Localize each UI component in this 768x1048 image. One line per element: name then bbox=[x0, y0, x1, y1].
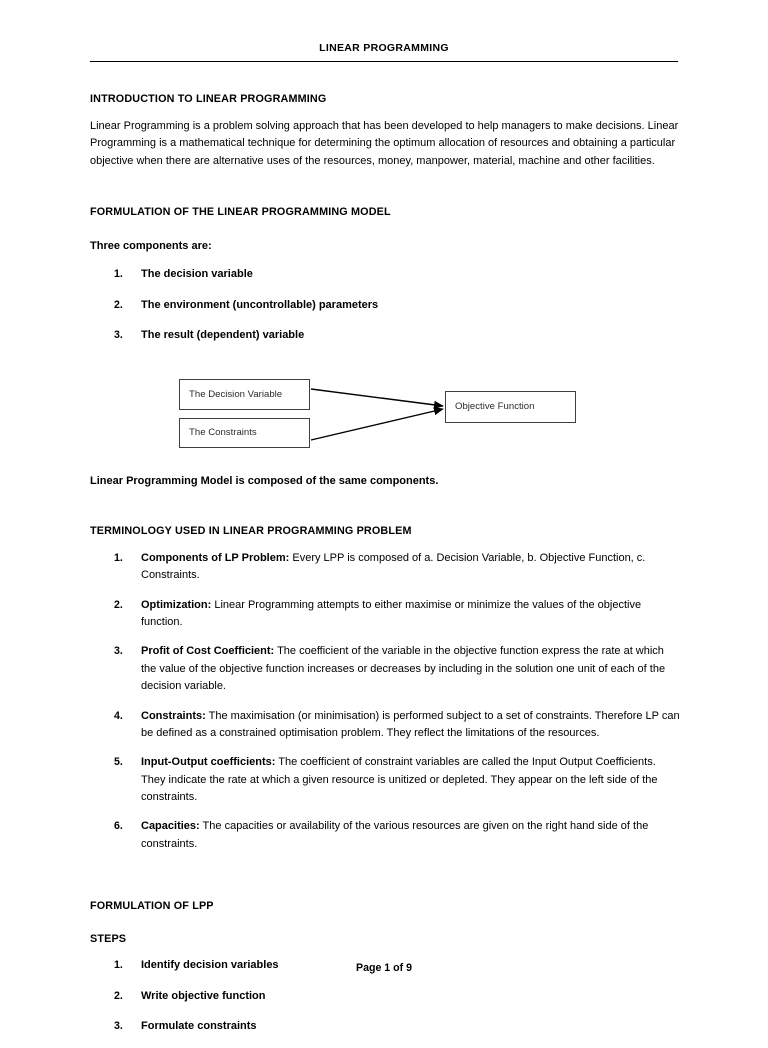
term-name: Optimization: bbox=[141, 598, 212, 611]
arrow-constraints-to-objective bbox=[311, 409, 443, 440]
terminology-list bbox=[90, 550, 680, 853]
diagram-box-objective-function bbox=[445, 391, 576, 423]
page-header-title: LINEAR PROGRAMMING bbox=[319, 42, 449, 54]
list-item bbox=[90, 1018, 680, 1035]
list-item bbox=[90, 297, 680, 314]
term-definition: The coefficient of constraint variables are called the Input Output Coefficients. They indicate the rate at which a given resource is unitized or depleted. They appear on the left side of the constraints. bbox=[141, 756, 658, 803]
list-item-label: Formulate constraints bbox=[141, 1020, 257, 1032]
list-item-label: The result (dependent) variable bbox=[141, 329, 305, 342]
table-row bbox=[90, 818, 680, 853]
document-body bbox=[90, 92, 680, 1048]
table-row bbox=[90, 643, 680, 695]
list-item-label: Identify decision variables bbox=[141, 959, 279, 972]
heading-terminology: TERMINOLOGY USED IN LINEAR PROGRAMMING PROBLEM bbox=[90, 525, 412, 538]
list-item-number: 1. bbox=[114, 551, 123, 564]
table-row bbox=[90, 754, 680, 806]
arrow-decision-to-objective bbox=[311, 389, 443, 406]
term-definition: The maximisation (or minimisation) is performed subject to a set of constraints. Therefore LP can be defined as a constrained optimisation problem. They reflect the limitations of the resources. bbox=[141, 709, 680, 739]
spacer bbox=[90, 107, 680, 118]
components-list bbox=[90, 266, 680, 344]
list-item-number: 3. bbox=[114, 645, 123, 658]
list-item-number: 6. bbox=[114, 820, 123, 833]
heading-formulation-lpp: FORMULATION OF LPP bbox=[90, 900, 214, 913]
list-item-label: The decision variable bbox=[141, 268, 253, 281]
list-item-number: 3. bbox=[114, 329, 123, 342]
diagram-box-label: Objective Function bbox=[455, 401, 535, 412]
term-name: Profit of Cost Coefficient: bbox=[141, 645, 275, 658]
spacer bbox=[90, 171, 680, 205]
table-row bbox=[90, 597, 680, 632]
table-row bbox=[90, 550, 680, 585]
term-definition: The coefficient of the variable in the objective function express the rate at which the value of the objective function increases or decreases by including in the solution one unit of each of the decision variable. bbox=[141, 645, 666, 693]
page-footer: Page 1 of 9 bbox=[356, 962, 412, 974]
spacer bbox=[90, 865, 680, 899]
list-item-number: 2. bbox=[114, 298, 123, 311]
subheading-steps: STEPS bbox=[90, 932, 127, 945]
heading-introduction: INTRODUCTION TO LINEAR PROGRAMMING bbox=[90, 93, 327, 105]
lp-model-diagram bbox=[90, 376, 680, 462]
spacer bbox=[90, 220, 680, 238]
term-name: Capacities: bbox=[141, 820, 200, 833]
table-row bbox=[90, 708, 680, 743]
spacer bbox=[90, 946, 680, 957]
list-item-label: Write objective function bbox=[141, 989, 266, 1002]
term-definition: The capacities or availability of the various resources are given on the right hand side of the constraints. bbox=[141, 820, 649, 850]
diagram-box-label: The Constraints bbox=[189, 427, 257, 438]
spacer bbox=[90, 539, 680, 550]
list-item-number: 1. bbox=[114, 268, 123, 281]
term-name: Input-Output coefficients: bbox=[141, 756, 276, 769]
diagram-box-decision-variable bbox=[179, 379, 310, 410]
model-closing-text: Linear Programming Model is composed of the same components. bbox=[90, 474, 439, 487]
term-definition: Every LPP is composed of a. Decision Variable, b. Objective Function, c. Constraints. bbox=[141, 551, 646, 582]
three-components-lead: Three components are: bbox=[90, 239, 212, 252]
diagram-box-label: The Decision Variable bbox=[189, 388, 283, 400]
spacer bbox=[90, 358, 680, 376]
header-divider bbox=[90, 61, 678, 62]
list-item-number: 1. bbox=[114, 959, 123, 972]
spacer bbox=[90, 462, 680, 473]
spacer bbox=[90, 255, 680, 266]
term-name: Constraints: bbox=[141, 709, 206, 722]
list-item-number: 2. bbox=[114, 989, 123, 1002]
list-item-number: 5. bbox=[114, 756, 123, 769]
list-item bbox=[90, 266, 680, 283]
spacer bbox=[90, 914, 680, 932]
list-item bbox=[90, 988, 680, 1005]
list-item bbox=[90, 327, 680, 344]
term-definition: Linear Programming attempts to either maximise or minimize the values of the objective function. bbox=[141, 598, 642, 628]
intro-paragraph: Linear Programming is a problem solving approach that has been developed to help managers to make decisions. Linear Programming is a mathematical technique for determining the optimum allocation of resources and obtaining a particular objective when there are alternative uses of the resources, money, manpower, material, machine and other facilities. bbox=[90, 119, 679, 168]
list-item-number: 4. bbox=[114, 709, 123, 722]
list-item-label: The environment (uncontrollable) parameters bbox=[141, 298, 379, 311]
heading-formulation-model: FORMULATION OF THE LINEAR PROGRAMMING MODEL bbox=[90, 206, 391, 218]
spacer bbox=[90, 490, 680, 524]
list-item-number: 2. bbox=[114, 598, 123, 611]
list-item-number: 3. bbox=[114, 1020, 123, 1032]
term-name: Components of LP Problem: bbox=[141, 551, 290, 564]
diagram-box-constraints bbox=[179, 418, 310, 448]
